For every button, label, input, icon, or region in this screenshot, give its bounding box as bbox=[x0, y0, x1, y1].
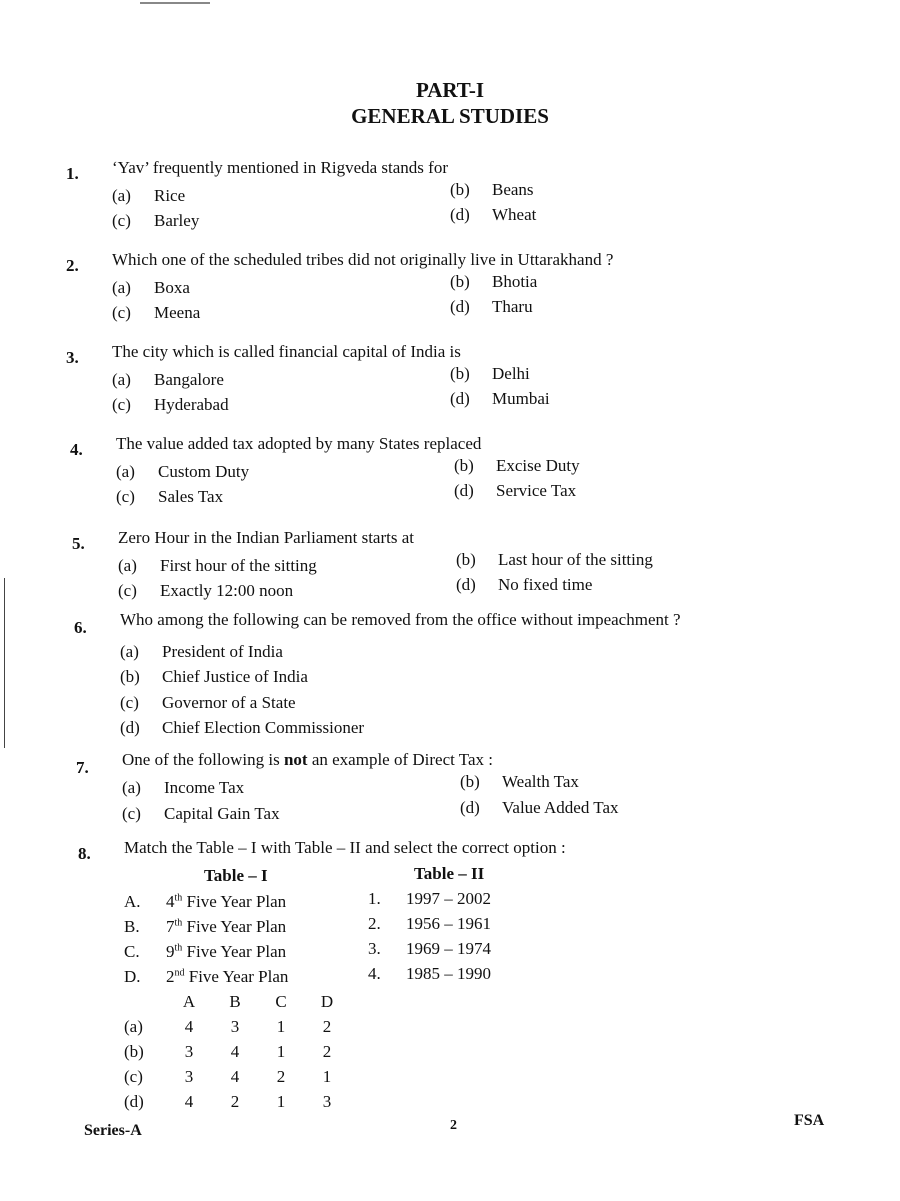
option-a: (a) Income Tax bbox=[122, 778, 245, 797]
option-d: (d) Wheat bbox=[450, 205, 537, 224]
question-text: One of the following is not an example of Direct Tax : bbox=[122, 750, 494, 769]
option-c: (c) 3 4 2 1 bbox=[124, 1067, 332, 1086]
option-c: (c) Governor of a State bbox=[120, 693, 296, 712]
answer-grid-header: A B C D bbox=[182, 992, 334, 1011]
option-b: (b) Bhotia bbox=[450, 272, 538, 291]
option-a: (a) 4 3 1 2 bbox=[124, 1017, 332, 1036]
option-d: (d) Tharu bbox=[450, 297, 533, 316]
table-1-header: Table – I bbox=[204, 866, 268, 885]
page-number: 2 bbox=[450, 1118, 457, 1133]
option-c: (c) Hyderabad bbox=[112, 395, 229, 414]
section-title: GENERAL STUDIES bbox=[351, 104, 549, 128]
option-d: (d) Mumbai bbox=[450, 389, 550, 408]
option-d: (d) No fixed time bbox=[456, 575, 593, 594]
option-a: (a) Bangalore bbox=[112, 370, 224, 389]
scan-mark bbox=[140, 2, 210, 4]
table-1-row: B. 7th Five Year Plan bbox=[124, 917, 287, 936]
option-b: (b) Wealth Tax bbox=[460, 772, 579, 791]
paper-code: FSA bbox=[794, 1112, 825, 1129]
option-c: (c) Meena bbox=[112, 303, 201, 322]
table-2-row: 4. 1985 – 1990 bbox=[368, 964, 491, 983]
table-1-row: D. 2nd Five Year Plan bbox=[124, 967, 289, 986]
option-a: (a) First hour of the sitting bbox=[118, 556, 317, 575]
question-number: 7. bbox=[76, 758, 89, 777]
option-b: (b) 3 4 1 2 bbox=[124, 1042, 332, 1061]
option-c: (c) Sales Tax bbox=[116, 487, 224, 506]
question-number: 2. bbox=[66, 256, 79, 275]
table-2-row: 3. 1969 – 1974 bbox=[368, 939, 491, 958]
series-label: Series-A bbox=[84, 1122, 142, 1139]
question-text: Zero Hour in the Indian Parliament starts at bbox=[118, 528, 414, 547]
table-1-row: C. 9th Five Year Plan bbox=[124, 942, 287, 961]
question-text: ‘Yav’ frequently mentioned in Rigveda stands for bbox=[112, 158, 448, 177]
question-text: Which one of the scheduled tribes did not originally live in Uttarakhand ? bbox=[112, 250, 614, 269]
question-text: The city which is called financial capital of India is bbox=[112, 342, 461, 361]
option-c: (c) Exactly 12:00 noon bbox=[118, 581, 294, 600]
option-d: (d) Service Tax bbox=[454, 481, 577, 500]
table-2-row: 1. 1997 – 2002 bbox=[368, 889, 491, 908]
table-1-row: A. 4th Five Year Plan bbox=[124, 892, 287, 911]
question-number: 8. bbox=[78, 844, 91, 863]
option-c: (c) Capital Gain Tax bbox=[122, 804, 280, 823]
question-number: 1. bbox=[66, 164, 79, 183]
option-b: (b) Beans bbox=[450, 180, 534, 199]
question-text: The value added tax adopted by many States replaced bbox=[116, 434, 482, 453]
question-text: Who among the following can be removed from the office without impeachment ? bbox=[120, 610, 681, 629]
part-title: PART-I bbox=[415, 78, 485, 102]
question-number: 4. bbox=[70, 440, 83, 459]
option-a: (a) President of India bbox=[120, 642, 283, 661]
question-number: 5. bbox=[72, 534, 85, 553]
option-a: (a) Custom Duty bbox=[116, 462, 250, 481]
question-text: Match the Table – I with Table – II and select the correct option : bbox=[124, 838, 566, 857]
option-d: (d) Chief Election Commissioner bbox=[120, 718, 365, 737]
option-c: (c) Barley bbox=[112, 211, 200, 230]
option-d: (d) 4 2 1 3 bbox=[124, 1092, 332, 1111]
question-number: 3. bbox=[66, 348, 79, 367]
table-2-header: Table – II bbox=[414, 864, 485, 883]
option-a: (a) Boxa bbox=[112, 278, 190, 297]
option-b: (b) Last hour of the sitting bbox=[456, 550, 653, 569]
option-a: (a) Rice bbox=[112, 186, 186, 205]
option-b: (b) Delhi bbox=[450, 364, 530, 383]
option-b: (b) Excise Duty bbox=[454, 456, 580, 475]
table-2-row: 2. 1956 – 1961 bbox=[368, 914, 491, 933]
option-b: (b) Chief Justice of India bbox=[120, 667, 308, 686]
margin-line bbox=[4, 578, 5, 748]
option-d: (d) Value Added Tax bbox=[460, 798, 619, 817]
question-number: 6. bbox=[74, 618, 87, 637]
